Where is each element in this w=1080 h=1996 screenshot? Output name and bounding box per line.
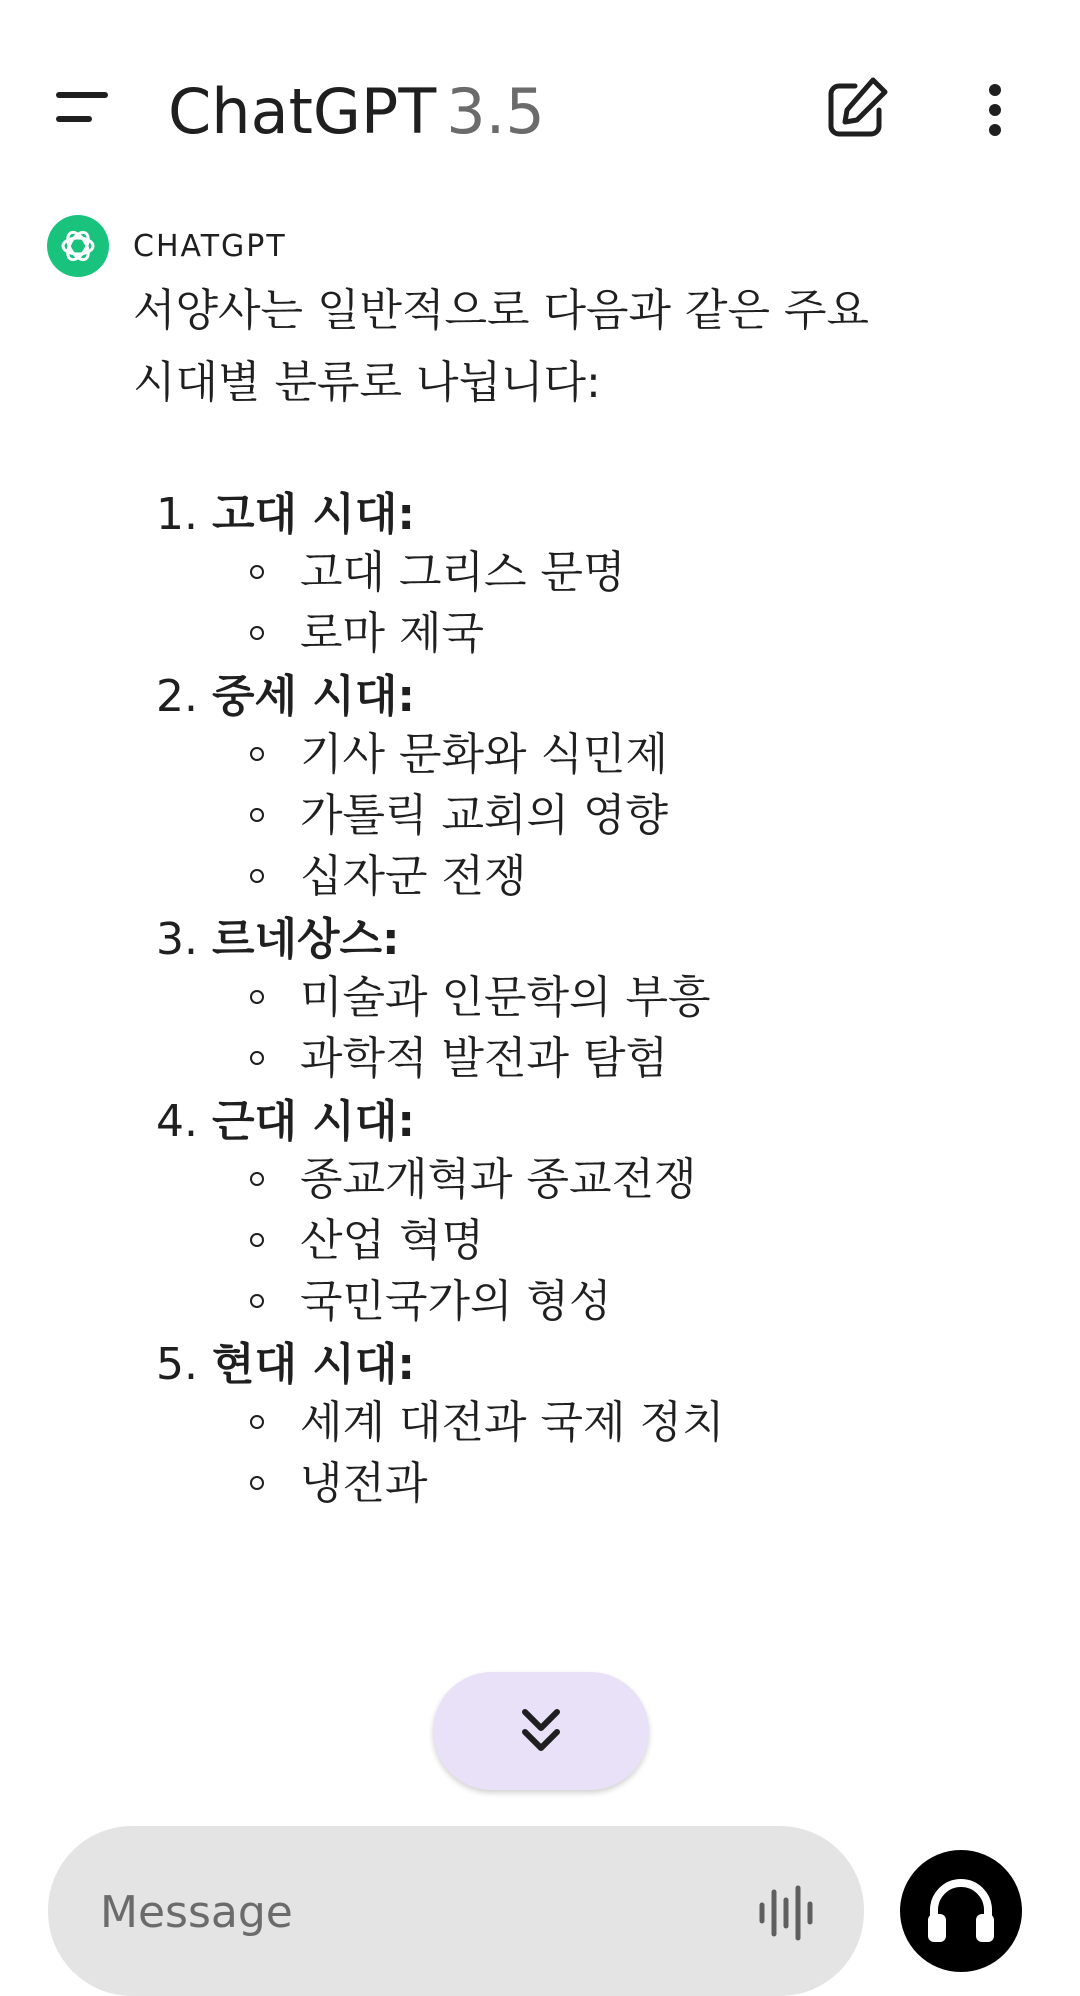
menu-button[interactable] — [40, 70, 130, 150]
message-input[interactable] — [98, 1874, 742, 1950]
section-heading: 현대 시대: — [211, 1339, 415, 1390]
bullet-icon — [250, 747, 264, 761]
section-title — [156, 910, 400, 970]
list-item: 고대 그리스 문명 — [300, 547, 626, 598]
menu-icon — [40, 70, 130, 150]
list-item: 냉전과 — [300, 1458, 428, 1509]
section-heading: 중세 시대: — [211, 671, 415, 722]
list-item: 기사 문화와 식민제 — [300, 729, 669, 780]
list-item: 세계 대전과 국제 정치 — [300, 1397, 725, 1448]
section-title — [156, 485, 415, 545]
bullet-icon — [250, 565, 264, 579]
voice-input-button[interactable] — [754, 1880, 820, 1946]
section-heading: 고대 시대: — [211, 489, 415, 540]
sender-label: CHATGPT — [133, 229, 287, 264]
section-heading: 근대 시대: — [211, 1096, 415, 1147]
scroll-to-bottom-button[interactable] — [433, 1672, 649, 1790]
message-composer — [48, 1826, 864, 1996]
message-intro-line: 시대별 분류로 나뉩니다: — [133, 357, 601, 408]
bullet-icon — [250, 990, 264, 1004]
app-name: ChatGPT — [168, 75, 437, 148]
waveform-icon — [754, 1880, 820, 1946]
section-number: 1. — [156, 489, 198, 540]
list-item: 국민국가의 형성 — [300, 1276, 612, 1327]
list-item: 종교개혁과 종교전쟁 — [300, 1154, 697, 1205]
bullet-icon — [250, 626, 264, 640]
new-chat-button[interactable] — [815, 70, 895, 150]
bullet-icon — [250, 869, 264, 883]
list-item: 미술과 인문학의 부흥 — [300, 972, 711, 1023]
list-item: 산업 혁명 — [300, 1215, 485, 1266]
message-intro — [133, 275, 953, 419]
section-heading: 르네상스: — [211, 914, 400, 965]
bullet-icon — [250, 808, 264, 822]
bullet-icon — [250, 1415, 264, 1429]
chevron-double-down-icon — [433, 1672, 649, 1790]
message-intro-line: 서양사는 일반적으로 다음과 같은 주요 — [133, 285, 870, 336]
list-item: 과학적 발전과 탐험 — [300, 1033, 669, 1084]
voice-mode-button[interactable] — [900, 1850, 1022, 1972]
edit-icon — [815, 70, 895, 150]
bullet-icon — [250, 1233, 264, 1247]
more-vert-icon — [965, 70, 1025, 150]
app-title[interactable] — [168, 72, 545, 152]
more-options-button[interactable] — [965, 70, 1025, 150]
openai-logo-icon — [47, 215, 109, 277]
section-number: 4. — [156, 1096, 198, 1147]
bullet-icon — [250, 1294, 264, 1308]
section-title — [156, 1092, 415, 1152]
list-item: 십자군 전쟁 — [300, 851, 527, 902]
section-number: 2. — [156, 671, 198, 722]
bullet-icon — [250, 1476, 264, 1490]
list-item: 가톨릭 교회의 영향 — [300, 790, 669, 841]
bullet-icon — [250, 1172, 264, 1186]
assistant-avatar — [47, 215, 109, 277]
section-number: 5. — [156, 1339, 198, 1390]
section-title — [156, 1335, 415, 1395]
model-version: 3.5 — [446, 75, 545, 148]
headphones-icon — [900, 1850, 1022, 1972]
section-title — [156, 667, 415, 727]
list-item: 로마 제국 — [300, 608, 485, 659]
bullet-icon — [250, 1051, 264, 1065]
top-bar — [0, 0, 1080, 200]
section-number: 3. — [156, 914, 198, 965]
